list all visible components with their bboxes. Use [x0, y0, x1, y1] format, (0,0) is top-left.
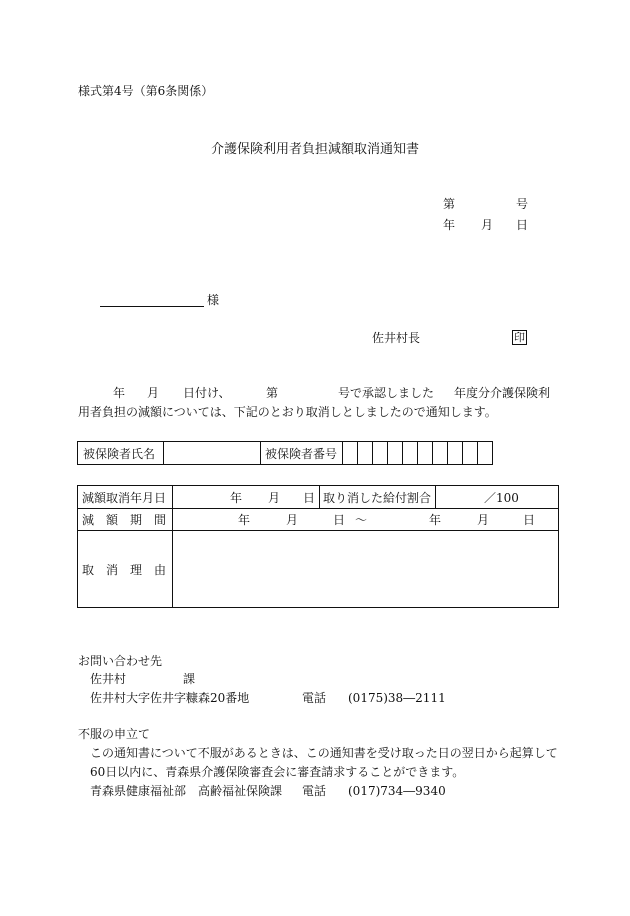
cancel-day: 日 — [303, 491, 316, 505]
appeal-office: 青森県健康福祉部 高齢福祉保険課 — [90, 784, 283, 798]
body-dai: 第 — [266, 386, 279, 400]
body-dated: 日付け、 — [183, 386, 231, 400]
body-line-2: 用者負担の減額については、下記のとおり取消しとしましたので通知します。 — [78, 405, 497, 419]
appeal-line-2: 60日以内に、青森県介護保険審査会に審査請求することができます。 — [90, 765, 465, 779]
body-approved: 号で承認しました — [338, 386, 435, 400]
period-month-1: 月 — [286, 513, 299, 527]
insured-number-digit[interactable] — [373, 442, 388, 465]
reason-label: 取 消 理 由 — [78, 531, 173, 608]
body-fiscal: 年度分介護保険利 — [454, 386, 551, 400]
reason-value[interactable] — [173, 531, 559, 608]
contact-phone: (0175)38―2111 — [348, 691, 446, 705]
insured-number-digit[interactable] — [418, 442, 433, 465]
issue-go: 号 — [516, 197, 529, 211]
period-cell[interactable] — [173, 509, 559, 531]
cancel-year: 年 — [230, 491, 243, 505]
insured-number-digit[interactable] — [478, 442, 493, 465]
cancel-month: 月 — [268, 491, 281, 505]
form-number: 様式第4号（第6条関係） — [78, 84, 214, 98]
period-tilde: ～ — [355, 513, 368, 527]
benefit-ratio-value[interactable] — [436, 486, 559, 509]
addressee-name-line — [100, 306, 204, 307]
period-year-2: 年 — [429, 513, 442, 527]
document-title: 介護保険利用者負担減額取消通知書 — [210, 142, 419, 157]
issue-year: 年 — [443, 218, 456, 232]
insured-number-label: 被保険者番号 — [261, 442, 343, 465]
appeal-heading: 不服の申立て — [78, 727, 151, 741]
period-label: 減 額 期 間 — [78, 509, 173, 531]
addressee-sama: 様 — [207, 293, 220, 307]
cancel-date-cell[interactable] — [173, 486, 320, 509]
contact-address: 佐井村大字佐井字糠森20番地 — [90, 691, 250, 705]
insured-number-digit[interactable] — [358, 442, 373, 465]
cancel-date-label: 減額取消年月日 — [78, 486, 173, 509]
body-month: 月 — [147, 386, 160, 400]
issue-dai: 第 — [443, 197, 456, 211]
contact-heading: お問い合わせ先 — [78, 654, 163, 668]
contact-phone-label: 電話 — [302, 691, 327, 705]
contact-dept-ka: 課 — [183, 672, 196, 686]
period-month-2: 月 — [477, 513, 490, 527]
period-day-1: 日 — [333, 513, 346, 527]
issuer-name: 佐井村長 — [372, 331, 421, 345]
seal-mark: 印 — [514, 331, 525, 344]
contact-dept-village: 佐井村 — [90, 672, 127, 686]
insured-number-digit[interactable] — [343, 442, 358, 465]
benefit-ratio-label: 取り消した給付割合 — [320, 486, 436, 509]
insured-number-digit[interactable] — [433, 442, 448, 465]
cancellation-table — [77, 485, 559, 608]
insured-number-digit[interactable] — [403, 442, 418, 465]
insured-number-digit[interactable] — [463, 442, 478, 465]
appeal-phone: (017)734―9340 — [348, 784, 446, 798]
insured-number-digit[interactable] — [388, 442, 403, 465]
issue-day: 日 — [516, 218, 529, 232]
insured-name-value[interactable] — [164, 442, 261, 465]
insured-name-label: 被保険者氏名 — [78, 442, 164, 465]
body-year: 年 — [113, 386, 126, 400]
period-year-1: 年 — [238, 513, 251, 527]
benefit-ratio-text: ／100 — [484, 491, 519, 505]
appeal-line-1: この通知書について不服があるときは、この通知書を受け取った日の翌日から起算して — [90, 746, 558, 760]
appeal-phone-label: 電話 — [302, 784, 327, 798]
insured-number-digit[interactable] — [448, 442, 463, 465]
issue-month: 月 — [481, 218, 494, 232]
insured-table — [77, 441, 493, 465]
period-day-2: 日 — [523, 513, 536, 527]
